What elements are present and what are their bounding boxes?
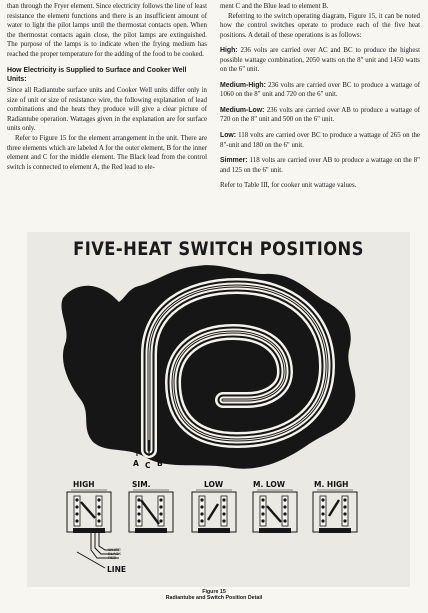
switch-m-low: [253, 490, 297, 533]
figure-title: FIVE-HEAT SWITCH POSITIONS: [73, 238, 364, 260]
figure-caption-title: Radiantube and Switch Position Detail: [165, 595, 263, 602]
figure-diagram: [27, 232, 410, 587]
mode-low: [220, 131, 420, 150]
right-column: [220, 2, 420, 191]
switch-high: [67, 490, 111, 533]
paragraph: than through the Fryer element. Since electricity follows the line of least resistance the element functions and there is an insufficient amount of water to light the pilot lamps until the thermostat contacts open. When the thermostat contacts again close, the pilot lamps are extinguished. The purpose of the lamps is to indicate when the frying medium has reached the proper temperature for the adding of the food to be cooked.: [7, 3, 207, 58]
switch-label-m-high: M. HIGH: [314, 480, 349, 489]
mode-label: Low:: [220, 132, 237, 140]
mode-label: High:: [220, 47, 238, 55]
switch-label-high: HIGH: [73, 480, 95, 489]
switch-low: [192, 490, 236, 533]
paragraph: ment C and the Blue lead to element B.: [220, 3, 329, 10]
mode-medium-low: [220, 106, 420, 125]
switch-label-sim: SIM.: [132, 480, 151, 489]
mode-simmer: [220, 156, 420, 175]
figure-caption: [0, 589, 428, 602]
left-column: [7, 2, 207, 172]
terminal-label-b: B: [157, 459, 163, 468]
terminal-label-a: A: [133, 459, 139, 468]
switch-row: [67, 490, 357, 533]
switch-label-low: LOW: [204, 480, 224, 489]
switch-label-m-low: M. LOW: [253, 480, 286, 489]
paragraph: Refer to Figure 15 for the element arrangement in the unit. There are three elements which are labeled A for the outer element, B for the inner element and C for the middle element. The Black lead from the control switch is connected to element A, the Red lead to ele-: [7, 135, 207, 171]
mode-text: 236 volts are carried over AC and BC to produce the highest possible wattage combination, 2050 watts on the 8" unit and 1450 watts on the 6" unit.: [220, 47, 420, 74]
mode-label: Simmer:: [220, 157, 248, 165]
switch-m-high: [313, 490, 357, 533]
figure-number: Figure 15: [202, 589, 226, 595]
figure-panel: [27, 232, 410, 587]
paragraph: Refer to Table III, for cooker unit wattage values.: [220, 182, 357, 190]
switch-sim: [129, 490, 173, 533]
mode-text: 236 volts are carried over BC to produce a wattage of 1060 on the 8" unit and 720 on the 6" unit.: [220, 81, 420, 99]
line-label: LINE: [107, 565, 126, 574]
mode-text: 236 volts are carried over AB to produce a wattage of 720 on the 8" unit and 500 on the 6" unit.: [220, 106, 420, 124]
mode-high: [220, 46, 420, 75]
mode-label: Medium-High:: [220, 81, 266, 89]
wire-label-red: RED: [108, 555, 117, 560]
mode-label: Medium-Low:: [220, 106, 265, 114]
wire-label-white: WHITE: [108, 547, 121, 552]
mode-medium-high: [220, 81, 420, 100]
paragraph: Referring to the switch operating diagram, Figure 15, it can be noted how the control switches operate to produce each of the five heat positions. A detail of these operations is as follows:: [220, 12, 420, 39]
wire-label-black: BLACK: [108, 551, 122, 556]
section-heading: How Electricity is Supplied to Surface and Cooker Well Units:: [7, 67, 187, 84]
mode-text: 118 volts are carried over AB to produce a wattage on the 8" and 125 on the 6" unit.: [220, 157, 420, 174]
terminal-label-c: C: [145, 461, 151, 470]
mode-text: 118 volts are carried over BC to produce a wattage of 265 on the 8"-unit and 180 on the 6" unit.: [220, 132, 420, 149]
paragraph: Since all Radiantube surface units and Cooker Well units differ only in size of unit or size of resistance wire, the following explanation of lead combinations and the heats they produce will give a clear picture of Radiantube operation. Wattages given in the explanation are for surface units only.: [7, 87, 207, 133]
